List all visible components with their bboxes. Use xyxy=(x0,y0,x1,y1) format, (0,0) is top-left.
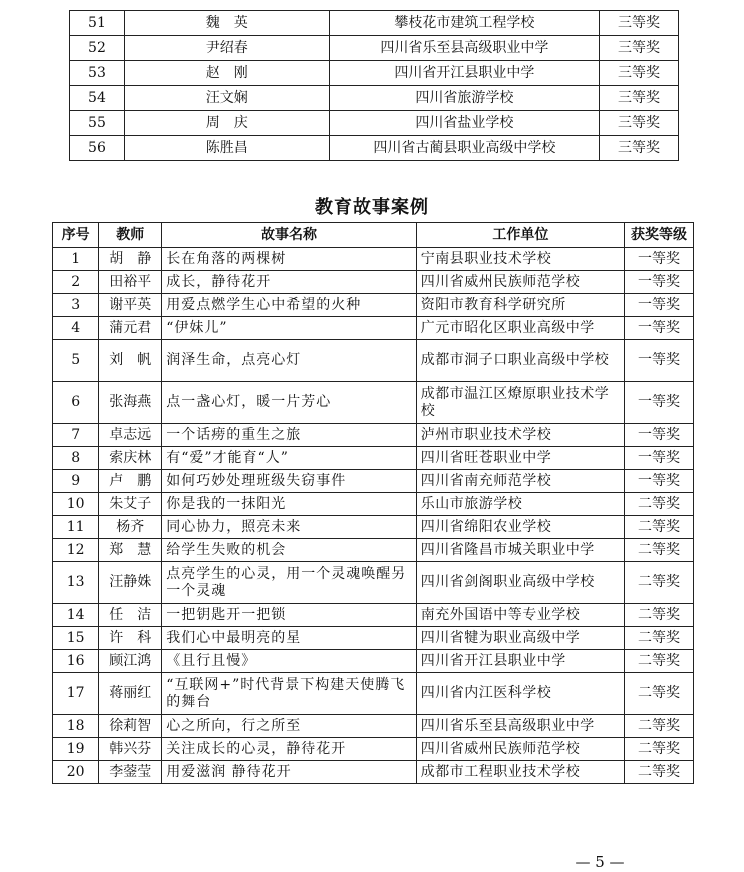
award-level: 一等奖 xyxy=(624,382,693,424)
table-row xyxy=(70,111,679,136)
row-number: 6 xyxy=(53,382,99,424)
teacher-name: 汪文娴 xyxy=(124,86,329,111)
school-name: 四川省开江县职业中学 xyxy=(329,61,600,86)
award-level: 二等奖 xyxy=(624,562,693,604)
work-unit: 四川省绵阳农业学校 xyxy=(416,516,624,539)
table-row xyxy=(53,294,694,317)
story-title: 成长，静待花开 xyxy=(162,271,417,294)
award-level: 一等奖 xyxy=(624,271,693,294)
award-level: 三等奖 xyxy=(600,11,679,36)
row-number: 19 xyxy=(53,738,99,761)
table-row xyxy=(53,248,694,271)
row-number: 15 xyxy=(53,627,99,650)
teacher-name: 徐莉智 xyxy=(99,715,162,738)
teacher-name: 卢 鹏 xyxy=(99,470,162,493)
award-level: 三等奖 xyxy=(600,61,679,86)
page-number: — 5 — xyxy=(575,853,625,871)
work-unit: 四川省旺苍职业中学 xyxy=(416,447,624,470)
story-title: 一个话痨的重生之旅 xyxy=(162,424,417,447)
table-row xyxy=(53,562,694,604)
award-level: 一等奖 xyxy=(624,470,693,493)
teacher-name: 刘 帆 xyxy=(99,340,162,382)
story-title: 我们心中最明亮的星 xyxy=(162,627,417,650)
teacher-name: 蒲元君 xyxy=(99,317,162,340)
row-number: 14 xyxy=(53,604,99,627)
teacher-name: 朱艾子 xyxy=(99,493,162,516)
table-row xyxy=(53,650,694,673)
work-unit: 南充外国语中等专业学校 xyxy=(416,604,624,627)
teacher-name: 张海燕 xyxy=(99,382,162,424)
work-unit: 资阳市教育科学研究所 xyxy=(416,294,624,317)
teacher-name: 韩兴芬 xyxy=(99,738,162,761)
table-row xyxy=(53,761,694,784)
row-number: 8 xyxy=(53,447,99,470)
work-unit: 广元市昭化区职业高级中学 xyxy=(416,317,624,340)
row-number: 16 xyxy=(53,650,99,673)
header-number: 序号 xyxy=(53,223,99,248)
story-title: 心之所向，行之所至 xyxy=(162,715,417,738)
table-row xyxy=(53,673,694,715)
row-number: 18 xyxy=(53,715,99,738)
row-number: 10 xyxy=(53,493,99,516)
story-title: 你是我的一抹阳光 xyxy=(162,493,417,516)
table-row xyxy=(53,604,694,627)
award-level: 二等奖 xyxy=(624,738,693,761)
teacher-name: 谢平英 xyxy=(99,294,162,317)
story-title: 同心协力，照亮未来 xyxy=(162,516,417,539)
row-number: 54 xyxy=(70,86,125,111)
header-unit: 工作单位 xyxy=(416,223,624,248)
row-number: 4 xyxy=(53,317,99,340)
teacher-name: 许 科 xyxy=(99,627,162,650)
story-title: 润泽生命，点亮心灯 xyxy=(162,340,417,382)
header-teacher: 教师 xyxy=(99,223,162,248)
table-row xyxy=(53,382,694,424)
award-level: 二等奖 xyxy=(624,761,693,784)
teacher-name: 任 洁 xyxy=(99,604,162,627)
header-story: 故事名称 xyxy=(162,223,417,248)
header-award: 获奖等级 xyxy=(624,223,693,248)
story-title: 给学生失败的机会 xyxy=(162,539,417,562)
story-title: 有“爱”才能育“人” xyxy=(162,447,417,470)
row-number: 5 xyxy=(53,340,99,382)
story-title: 点亮学生的心灵，用一个灵魂唤醒另一个灵魂 xyxy=(162,562,417,604)
award-level: 一等奖 xyxy=(624,317,693,340)
work-unit: 四川省内江医科学校 xyxy=(416,673,624,715)
table-row xyxy=(53,715,694,738)
row-number: 9 xyxy=(53,470,99,493)
story-title: 用爱点燃学生心中希望的火种 xyxy=(162,294,417,317)
award-level: 二等奖 xyxy=(624,650,693,673)
award-level: 一等奖 xyxy=(624,424,693,447)
award-level: 一等奖 xyxy=(624,248,693,271)
school-name: 攀枝花市建筑工程学校 xyxy=(329,11,600,36)
table-row xyxy=(70,61,679,86)
row-number: 53 xyxy=(70,61,125,86)
work-unit: 泸州市职业技术学校 xyxy=(416,424,624,447)
row-number: 56 xyxy=(70,136,125,161)
table-row xyxy=(53,539,694,562)
teacher-name: 胡 静 xyxy=(99,248,162,271)
teacher-name: 郑 慧 xyxy=(99,539,162,562)
teacher-name: 田裕平 xyxy=(99,271,162,294)
award-level: 二等奖 xyxy=(624,516,693,539)
table-row xyxy=(53,627,694,650)
teacher-name: 卓志远 xyxy=(99,424,162,447)
table-row xyxy=(53,470,694,493)
work-unit: 宁南县职业技术学校 xyxy=(416,248,624,271)
table-row xyxy=(53,424,694,447)
row-number: 12 xyxy=(53,539,99,562)
award-level: 二等奖 xyxy=(624,493,693,516)
teacher-name: 周 庆 xyxy=(124,111,329,136)
story-title: 点一盏心灯，暖一片芳心 xyxy=(162,382,417,424)
table-row xyxy=(53,447,694,470)
header-row xyxy=(53,223,694,248)
story-title: 用爱滋润 静待花开 xyxy=(162,761,417,784)
row-number: 55 xyxy=(70,111,125,136)
row-number: 11 xyxy=(53,516,99,539)
story-title: 关注成长的心灵，静待花开 xyxy=(162,738,417,761)
row-number: 17 xyxy=(53,673,99,715)
table-row xyxy=(53,493,694,516)
story-title: “伊妹儿” xyxy=(162,317,417,340)
table-row xyxy=(53,317,694,340)
award-level: 三等奖 xyxy=(600,136,679,161)
table-header xyxy=(53,223,694,248)
teacher-name: 赵 刚 xyxy=(124,61,329,86)
row-number: 13 xyxy=(53,562,99,604)
teacher-name: 杨齐 xyxy=(99,516,162,539)
story-title: “互联网+”时代背景下构建天使腾飞的舞台 xyxy=(162,673,417,715)
award-level: 一等奖 xyxy=(624,340,693,382)
table-row xyxy=(53,340,694,382)
row-number: 1 xyxy=(53,248,99,271)
teacher-name: 陈胜昌 xyxy=(124,136,329,161)
work-unit: 四川省威州民族师范学校 xyxy=(416,738,624,761)
story-title: 《且行且慢》 xyxy=(162,650,417,673)
teacher-name: 汪静姝 xyxy=(99,562,162,604)
section-title: 教育故事案例 xyxy=(315,197,429,218)
story-award-table xyxy=(52,222,694,784)
teacher-name: 索庆林 xyxy=(99,447,162,470)
school-name: 四川省古蔺县职业高级中学校 xyxy=(329,136,600,161)
story-title: 一把钥匙开一把锁 xyxy=(162,604,417,627)
teacher-name: 魏 英 xyxy=(124,11,329,36)
school-name: 四川省乐至县高级职业中学 xyxy=(329,36,600,61)
work-unit: 四川省犍为职业高级中学 xyxy=(416,627,624,650)
row-number: 2 xyxy=(53,271,99,294)
award-level: 二等奖 xyxy=(624,627,693,650)
row-number: 51 xyxy=(70,11,125,36)
top-award-table-body xyxy=(70,11,679,161)
award-level: 三等奖 xyxy=(600,111,679,136)
story-title: 如何巧妙处理班级失窃事件 xyxy=(162,470,417,493)
row-number: 3 xyxy=(53,294,99,317)
school-name: 四川省盐业学校 xyxy=(329,111,600,136)
work-unit: 成都市温江区燎原职业技术学校 xyxy=(416,382,624,424)
table-row xyxy=(53,516,694,539)
work-unit: 成都市洞子口职业高级中学校 xyxy=(416,340,624,382)
story-table-body xyxy=(53,248,694,784)
work-unit: 四川省南充师范学校 xyxy=(416,470,624,493)
teacher-name: 蒋丽红 xyxy=(99,673,162,715)
award-level: 二等奖 xyxy=(624,539,693,562)
row-number: 52 xyxy=(70,36,125,61)
work-unit: 四川省剑阁职业高级中学校 xyxy=(416,562,624,604)
work-unit: 四川省开江县职业中学 xyxy=(416,650,624,673)
row-number: 7 xyxy=(53,424,99,447)
work-unit: 乐山市旅游学校 xyxy=(416,493,624,516)
award-level: 一等奖 xyxy=(624,447,693,470)
row-number: 20 xyxy=(53,761,99,784)
top-award-table xyxy=(69,10,679,161)
work-unit: 四川省威州民族师范学校 xyxy=(416,271,624,294)
work-unit: 成都市工程职业技术学校 xyxy=(416,761,624,784)
table-row xyxy=(53,738,694,761)
table-row xyxy=(53,271,694,294)
school-name: 四川省旅游学校 xyxy=(329,86,600,111)
teacher-name: 顾江鸿 xyxy=(99,650,162,673)
table-row xyxy=(70,86,679,111)
story-title: 长在角落的两棵树 xyxy=(162,248,417,271)
award-level: 二等奖 xyxy=(624,673,693,715)
table-row xyxy=(70,11,679,36)
work-unit: 四川省乐至县高级职业中学 xyxy=(416,715,624,738)
teacher-name: 尹绍春 xyxy=(124,36,329,61)
work-unit: 四川省隆昌市城关职业中学 xyxy=(416,539,624,562)
table-row xyxy=(70,136,679,161)
award-level: 二等奖 xyxy=(624,715,693,738)
award-level: 三等奖 xyxy=(600,36,679,61)
award-level: 一等奖 xyxy=(624,294,693,317)
award-level: 二等奖 xyxy=(624,604,693,627)
table-row xyxy=(70,36,679,61)
award-level: 三等奖 xyxy=(600,86,679,111)
teacher-name: 李蓥莹 xyxy=(99,761,162,784)
